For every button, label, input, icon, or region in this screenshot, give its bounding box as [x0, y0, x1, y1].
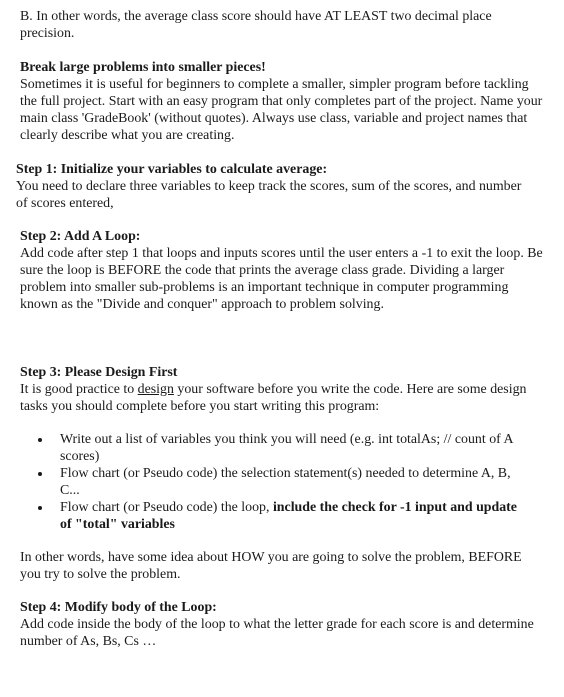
- list-item: [20, 499, 520, 533]
- step1-heading: Step 1: Initialize your variables to calculate average:: [16, 162, 328, 177]
- bullet-text-1: Write out a list of variables you think you will need (e.g. int totalAs; // count of A scores): [60, 432, 513, 464]
- step3-closing-text: In other words, have some idea about HOW you are going to solve the problem, BEFORE you try to solve the problem.: [20, 550, 522, 582]
- design-task-list: [20, 431, 520, 533]
- step2-section: [20, 228, 545, 313]
- step4-body: Add code inside the body of the loop to what the letter grade for each score is and determine number of As, Bs, Cs …: [20, 617, 534, 649]
- step4-section: [20, 599, 545, 650]
- step3-heading: Step 3: Please Design First: [20, 365, 178, 380]
- list-item: [20, 431, 520, 465]
- step3-body-pre: It is good practice to: [20, 382, 138, 397]
- break-body: Sometimes it is useful for beginners to complete a smaller, simpler program before tackling the full project. Start with an easy program that only completes part of the project. Name your main class 'GradeBook' (without quotes). Always use class, variable and project names that clearly describe what you are creating.: [20, 77, 543, 143]
- intro-text: B. In other words, the average class score should have AT LEAST two decimal place precision.: [20, 9, 492, 41]
- step3-section: [20, 364, 545, 415]
- intro-block: [20, 8, 545, 42]
- step1-body: You need to declare three variables to keep track the scores, sum of the scores, and number of scores entered,: [16, 179, 522, 211]
- step3-body: [20, 381, 545, 415]
- step3-body-post: your software before you write the code. Here are some design tasks you should complete before you start writing this program:: [20, 382, 527, 414]
- step3-closing: [20, 549, 545, 583]
- break-section: [20, 59, 545, 144]
- bullet-text-3-bold: include the check for -1 input and update of "total" variables: [60, 500, 517, 532]
- bullet-text-3: Flow chart (or Pseudo code) the loop,: [60, 500, 273, 515]
- step2-heading: Step 2: Add A Loop:: [20, 229, 141, 244]
- step4-heading: Step 4: Modify body of the Loop:: [20, 600, 217, 615]
- bullet-text-2: Flow chart (or Pseudo code) the selection statement(s) needed to determine A, B, C...: [60, 466, 511, 498]
- step2-body: Add code after step 1 that loops and inputs scores until the user enters a -1 to exit the loop. Be sure the loop is BEFORE the code that prints the average class grade. Dividing a larger problem into smaller sub-problems is an important technique in computer programming known as the "Divide and conquer" approach to problem solving.: [20, 246, 543, 312]
- list-item: [20, 465, 520, 499]
- design-link-text: design: [137, 382, 174, 397]
- step1-section: [16, 161, 536, 212]
- break-heading: Break large problems into smaller pieces!: [20, 60, 266, 75]
